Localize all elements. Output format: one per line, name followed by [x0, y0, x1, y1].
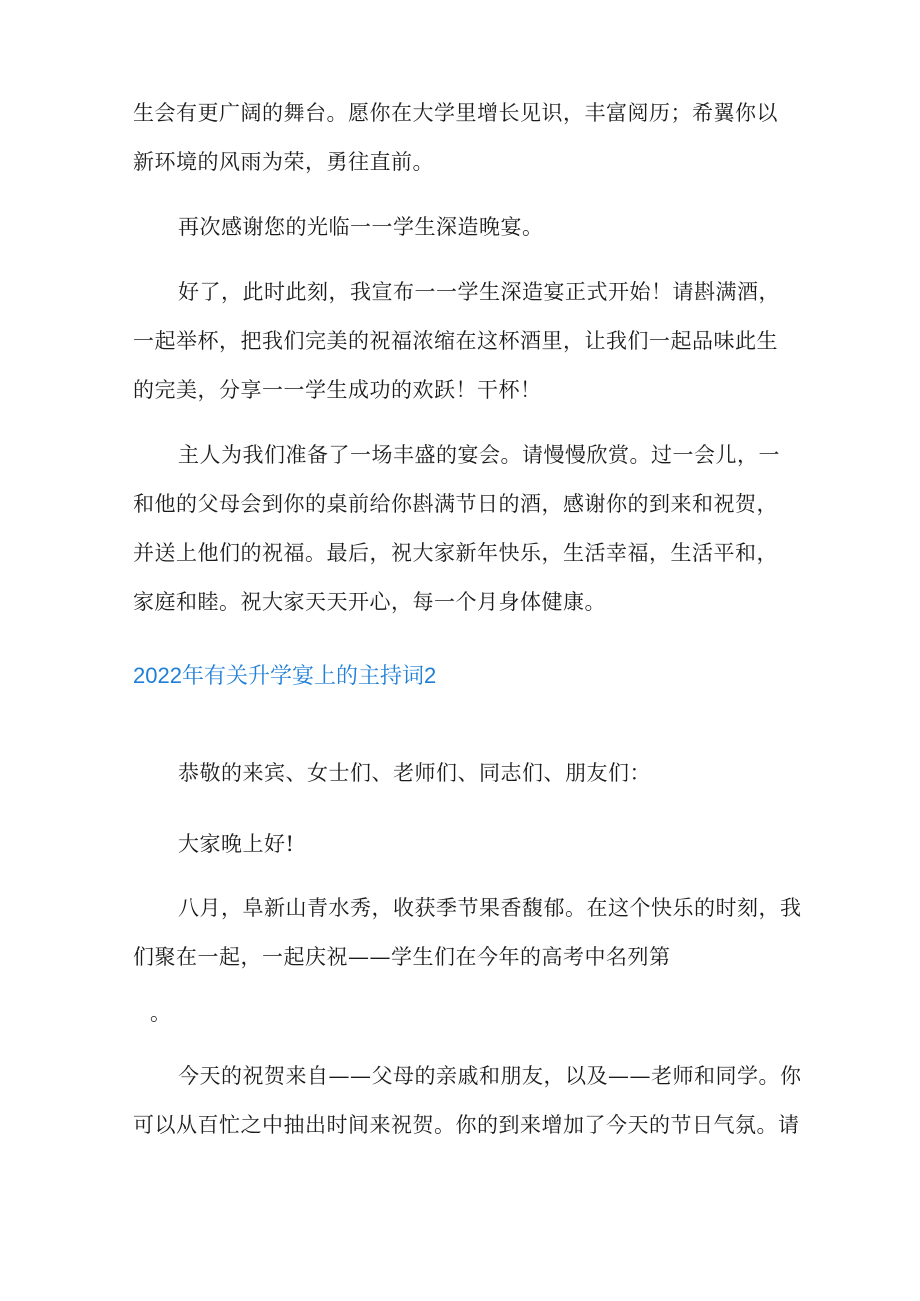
paragraph-line: 恭敬的来宾、女士们、老师们、同志们、朋友们：: [178, 761, 651, 785]
paragraph-line: 主人为我们准备了一场丰盛的宴会。请慢慢欣赏。过一会儿，一: [178, 443, 780, 467]
paragraph-line: 八月，阜新山青水秀，收获季节果香馥郁。在这个快乐的时刻，我: [178, 896, 802, 920]
paragraph-line: 一起举杯，把我们完美的祝福浓缩在这杯酒里，让我们一起品味此生: [133, 329, 778, 353]
paragraph-line: 大家晚上好!: [178, 832, 295, 856]
paragraph-line: 家庭和睦。祝大家天天开心，每一个月身体健康。: [133, 590, 606, 614]
section-heading: 2022年有关升学宴上的主持词2: [133, 663, 437, 688]
paragraph-line: 再次感谢您的光临一一学生深造晚宴。: [178, 215, 544, 239]
paragraph-line: 今天的祝贺来自——父母的亲戚和朋友，以及——老师和同学。你: [178, 1064, 802, 1088]
paragraph-line: 新环境的风雨为荣，勇往直前。: [133, 150, 434, 174]
paragraph-line: 好了，此时此刻，我宣布一一学生深造宴正式开始！请斟满酒，: [178, 280, 780, 304]
paragraph-line: 并送上他们的祝福。最后，祝大家新年快乐，生活幸福，生活平和，: [133, 541, 778, 565]
paragraph-line: 可以从百忙之中抽出时间来祝贺。你的到来增加了今天的节日气氛。请: [133, 1113, 800, 1137]
paragraph-line: 。: [150, 1001, 172, 1025]
paragraph-line: 生会有更广阔的舞台。愿你在大学里增长见识，丰富阅历；希翼你以: [133, 101, 778, 125]
paragraph-line: 的完美，分享一一学生成功的欢跃！干杯！: [133, 378, 542, 402]
paragraph-line: 和他的父母会到你的桌前给你斟满节日的酒，感谢你的到来和祝贺，: [133, 492, 778, 516]
paragraph-line: 们聚在一起，一起庆祝——学生们在今年的高考中名列第: [133, 945, 671, 969]
